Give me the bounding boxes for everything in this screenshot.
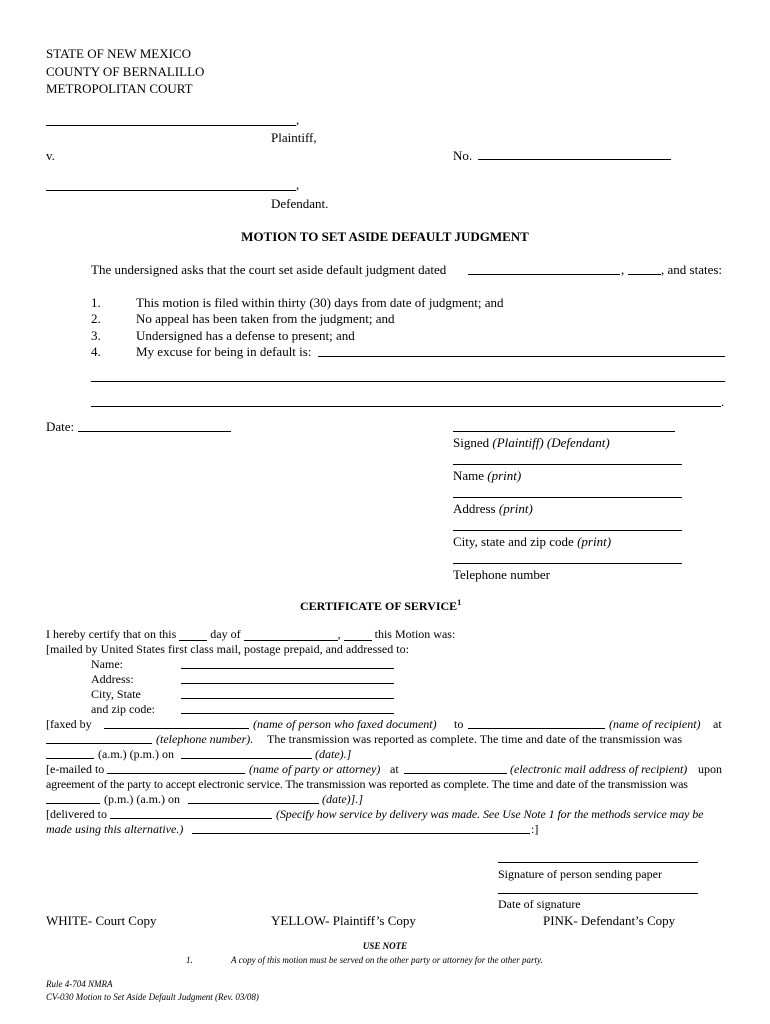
excuse-field[interactable] (318, 344, 725, 357)
email-party-hint: (name of party or attorney) (249, 762, 381, 776)
excuse-line-3[interactable] (91, 394, 721, 407)
judgment-year-field[interactable] (628, 262, 661, 275)
yellow-copy-label: YELLOW- Plaintiff’s Copy (271, 913, 416, 928)
city-state-zip-field[interactable] (453, 518, 682, 531)
delivered-label: [delivered to (46, 807, 107, 821)
mail-zip-field[interactable] (181, 702, 394, 714)
address-field[interactable] (453, 485, 682, 498)
telephone-label: Telephone number (453, 567, 550, 582)
delivered-method-field[interactable] (192, 822, 530, 834)
intro-comma: , (621, 262, 625, 277)
delivered-method-hint: (Specify how service by delivery was made. See Use Note 1 for the methods service may be (276, 807, 704, 821)
email-agreement-text: agreement of the party to accept electronic service. The transmission was reported as complete. The time and date of the transmission was (46, 777, 688, 791)
mail-city-label: City, State (91, 687, 141, 701)
item-text: Undersigned has a defense to present; and (136, 328, 355, 343)
defendant-comma: , (296, 177, 300, 192)
certify-comma: , (337, 627, 341, 641)
rule-citation: Rule 4-704 NMRA (46, 979, 113, 989)
pink-copy-label: PINK- Defendant’s Copy (543, 913, 676, 928)
use-note-title: USE NOTE (362, 941, 408, 951)
item-text: This motion is filed within thirty (30) days from date of judgment; and (136, 295, 504, 310)
email-date-field[interactable] (188, 792, 319, 804)
certificate-title-text: CERTIFICATE OF SERVICE (300, 599, 458, 613)
fax-date-field[interactable] (181, 747, 312, 759)
mailed-line: [mailed by United States first class mail, postage prepaid, and addressed to: (46, 642, 409, 656)
item-number: 2. (91, 311, 101, 326)
certificate-title (300, 598, 461, 614)
item-number: 1. (91, 295, 101, 310)
faxed-to-label: to (454, 717, 464, 731)
mail-name-field[interactable] (181, 657, 394, 669)
emailed-to-field[interactable] (107, 762, 245, 774)
city-text: City, state and zip code (453, 534, 574, 549)
address-text: Address (453, 501, 496, 516)
certify-tail: this Motion was: (374, 627, 456, 641)
certify-day-field[interactable] (179, 628, 207, 641)
court-name: METROPOLITAN COURT (46, 81, 193, 96)
fax-complete-text: The transmission was reported as complete. The time and date of the transmission was (267, 732, 683, 746)
faxed-recipient-field[interactable] (468, 717, 605, 729)
signature-field[interactable] (453, 419, 675, 432)
document-title: MOTION TO SET ASIDE DEFAULT JUDGMENT (241, 229, 529, 244)
date-field[interactable] (78, 419, 231, 432)
faxed-by-field[interactable] (104, 717, 249, 729)
defendant-label: Defendant. (271, 196, 329, 211)
city-print: (print) (577, 534, 612, 549)
footnote-mark: 1 (457, 598, 462, 607)
emailed-label: [e-mailed to (46, 762, 105, 776)
email-address-field[interactable] (404, 762, 507, 774)
email-time-field[interactable] (46, 792, 100, 804)
mail-city-field[interactable] (181, 687, 394, 699)
name-label (453, 468, 521, 484)
use-note-text: A copy of this motion must be served on the other party or attorney for the other party. (231, 955, 543, 965)
excuse-period: . (721, 394, 725, 409)
judgment-date-field[interactable] (468, 262, 620, 275)
signature-date-label: Date of signature (498, 897, 581, 911)
defendant-name-field[interactable] (46, 178, 296, 191)
certify-text: I hereby certify that on this (46, 627, 177, 641)
email-date-hint: (date)].] (322, 792, 363, 806)
email-at-label: at (390, 762, 399, 776)
form-number: CV-030 Motion to Set Aside Default Judgment (Rev. 03/08) (46, 992, 259, 1002)
date-label: Date: (46, 419, 75, 434)
mail-name-label: Name: (91, 657, 123, 671)
fax-time-field[interactable] (46, 747, 94, 759)
court-county: COUNTY OF BERNALILLO (46, 64, 205, 79)
email-ampm-text: (p.m.) (a.m.) on (104, 792, 180, 806)
fax-ampm-text: (a.m.) (p.m.) on (98, 747, 174, 761)
certify-year-field[interactable] (344, 628, 372, 641)
delivered-close: :] (531, 822, 539, 836)
address-print: (print) (498, 501, 533, 516)
certify-line (46, 627, 455, 642)
signed-text: Signed (453, 435, 490, 450)
intro-tail: , and states: (661, 262, 723, 277)
name-print: (print) (487, 468, 522, 483)
print-name-field[interactable] (453, 452, 682, 465)
mail-address-field[interactable] (181, 672, 394, 684)
sender-signature-field[interactable] (498, 851, 698, 863)
item-text: No appeal has been taken from the judgment; and (136, 311, 395, 326)
delivered-alternative-hint: made using this alternative.) (46, 822, 184, 836)
email-address-hint: (electronic mail address of recipient) (510, 762, 688, 776)
plaintiff-name-field[interactable] (46, 113, 296, 126)
fax-date-hint: (date).] (315, 747, 352, 761)
city-label (453, 534, 611, 550)
fax-telephone-hint: (telephone number). (156, 732, 254, 746)
signature-date-field[interactable] (498, 882, 698, 894)
versus-label: v. (46, 148, 55, 163)
fax-telephone-field[interactable] (46, 732, 152, 744)
court-state: STATE OF NEW MEXICO (46, 46, 191, 61)
intro-text: The undersigned asks that the court set aside default judgment dated (91, 262, 447, 277)
case-number-label: No. (453, 148, 473, 163)
faxed-at-label: at (713, 717, 722, 731)
item-number: 3. (91, 328, 101, 343)
signed-label (453, 435, 610, 451)
white-copy-label: WHITE- Court Copy (46, 913, 157, 928)
case-number-field[interactable] (478, 147, 671, 160)
plaintiff-comma: , (296, 112, 300, 127)
faxed-person-hint: (name of person who faxed document) (253, 717, 437, 731)
item-number: 4. (91, 344, 101, 359)
use-note-number: 1. (186, 955, 193, 965)
name-text: Name (453, 468, 485, 483)
signed-roles: (Plaintiff) (Defendant) (492, 435, 610, 450)
excuse-line-2[interactable] (91, 369, 725, 382)
plaintiff-label: Plaintiff, (271, 130, 317, 145)
email-upon-label: upon (698, 762, 722, 776)
telephone-field[interactable] (453, 551, 682, 564)
address-label (453, 501, 533, 517)
mail-zip-label: and zip code: (91, 702, 155, 716)
sender-signature-label: Signature of person sending paper (498, 867, 662, 881)
faxed-label: [faxed by (46, 717, 92, 731)
item-text: My excuse for being in default is: (136, 344, 312, 359)
certify-dayof: day of (210, 627, 241, 641)
certify-month-field[interactable] (244, 628, 338, 641)
mail-address-label: Address: (91, 672, 134, 686)
faxed-recipient-hint: (name of recipient) (609, 717, 701, 731)
delivered-to-field[interactable] (110, 807, 272, 819)
